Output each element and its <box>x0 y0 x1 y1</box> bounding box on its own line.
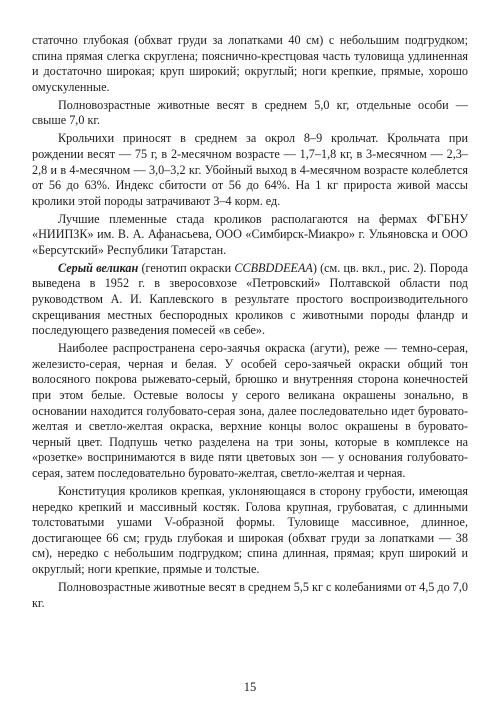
page-body <box>32 33 468 614</box>
paragraph-weight-range: Полновозрастные животные весят в среднем 5,5 кг с колебаниями от 4,5 до 7,0 кг. <box>32 579 468 610</box>
paragraph-coat-color: Наиболее распространена серо-заячья окраска (агути), реже — темно-серая, железисто-серая, черная и белая. У особей серо-заячьей окраски общий тон волосяного покрова рыжевато-серый, брюшко и внутренняя сторона конечностей при этом белые. Остевые волосы у серого великана окрашены зонально, в основании находится голубовато-серая зона, далее последовательно идет буровато-желтая и светло-желтая окраска, верхние концы волос окрашены в буровато-черный цвет. Подпушь четко разделена на три зоны, которые в комплексе на «розетке» воспринимаются в виде пяти цветовых зон — у основания голубовато-серая, затем последовательно буровато-желтая, светло-желтая и черная. <box>32 341 468 480</box>
paragraph-adult-weight: Полновозрастные животные весят в среднем 5,0 кг, отдельные особи — свыше 7,0 кг. <box>32 97 468 128</box>
paragraph-continuation: статочно глубокая (обхват груди за лопатками 40 см) с небольшим подгрудком; спина прямая слегка скруглена; пояснично-крестцовая часть туловища удлиненная и достаточно широкая; круп широкий; округлый; ноги крепкие, прямые, хорошо омускуленные. <box>32 33 468 94</box>
paragraph-breeding-farms: Лучшие племенные стада кроликов располагаются на фермах ФГБНУ «НИИПЗК» им. В. А. Афанасьева, ООО «Симбирск-Миакро» г. Ульяновска и ООО «Берсутский» Республики Татарстан. <box>32 211 468 257</box>
genotype-code: CCBBDDEEAA <box>234 260 313 275</box>
paragraph-constitution: Конституция кроликов крепкая, уклоняющаяся в сторону грубости, имеющая нередко крепкий и массивный костяк. Голова крупная, грубоватая, с длинными толстоватыми ушами V-образной формы. Туловище массивное, длинное, достигающее 66 см; грудь глубокая и широкая (обхват груди за лопатками — 38 см), нередко с небольшим подгрудком; спина длинная, прямая; круп широкий и округлый; ноги крепкие, прямые и толстые. <box>32 483 468 576</box>
breed-intro-text: (генотип окраски <box>138 260 235 275</box>
breed-name: Серый великан <box>58 260 139 275</box>
breed-intro-rest: ) (см. цв. вкл., рис. 2). Порода выведена в 1952 г. в зверосовхозе «Петровский» Полтавской области под руководством А. И. Каплевского в результате простого воспроизводительного скрещивания местных беспородных кроликов с животными породы фландр и последующего разведения помесей «в себе». <box>32 260 468 338</box>
page-number: 15 <box>243 680 257 694</box>
paragraph-litter-stats: Крольчихи приносят в среднем за окрол 8–9 крольчат. Крольчата при рождении весят — 75 г, в 2-месячном возрасте — 1,7–1,8 кг, в 3-месячном — 2,3–2,8 и в 4-месячном — 3,0–3,2 кг. Убойный выход в 4-месячном возрасте колеблется от 56 до 63%. Индекс сбитости от 56 до 64%. На 1 кг прироста живой массы кролики этой породы затрачивают 3–4 корм. ед. <box>32 131 468 208</box>
paragraph-breed-intro <box>32 261 468 339</box>
